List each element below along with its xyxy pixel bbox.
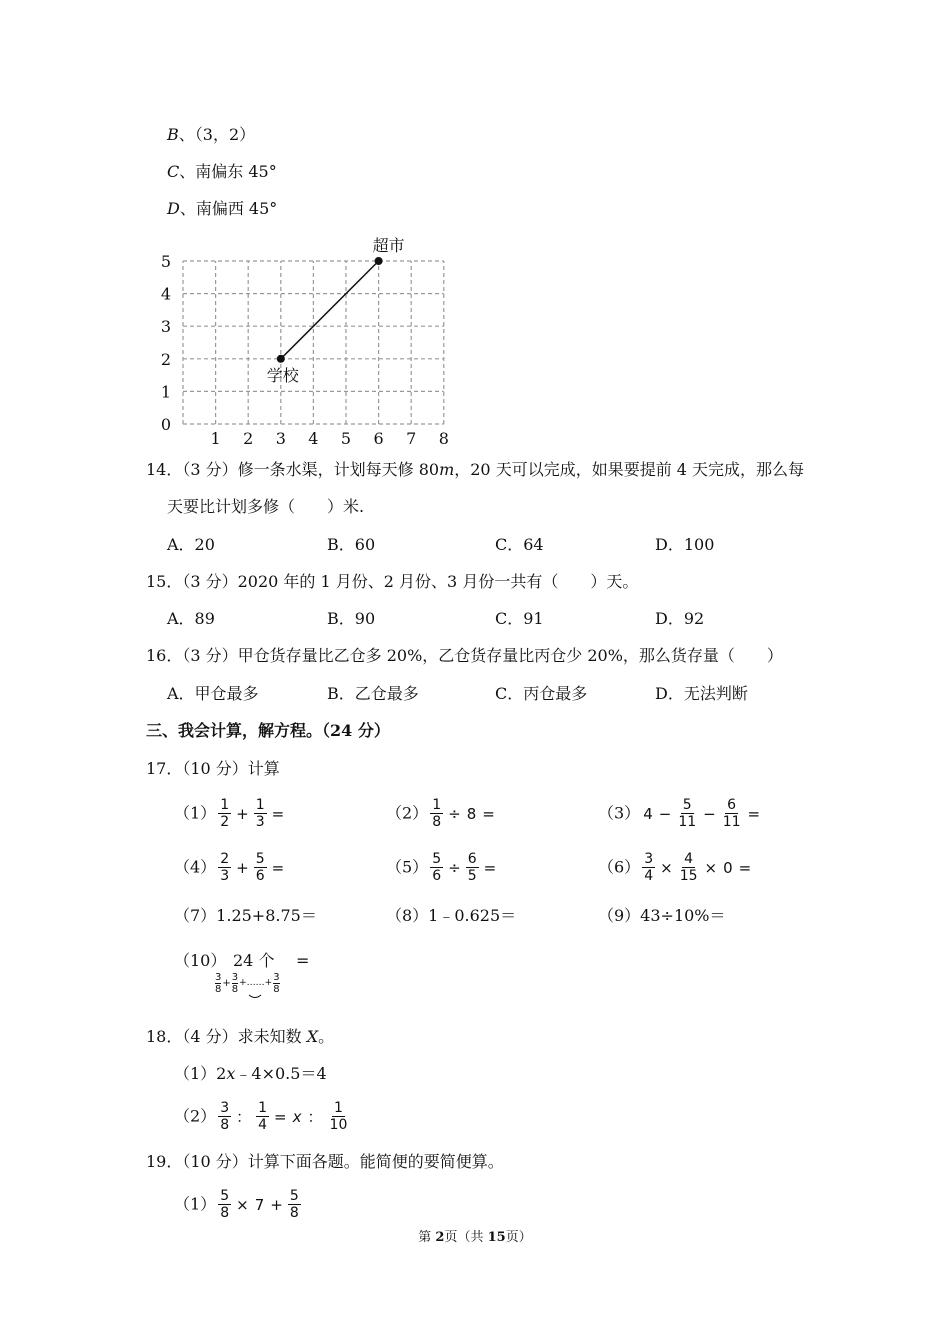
x-tick-label: 1: [210, 429, 221, 448]
fraction: $\frac{5}{8}$: [220, 1188, 230, 1221]
fraction: $\frac{1}{2}$: [220, 797, 230, 830]
fraction: $\frac{6}{5}$: [467, 851, 477, 884]
x-tick-label: 4: [308, 429, 319, 448]
q14-line2: 天要比计划多修（ ）米.: [167, 497, 365, 516]
fraction: $\frac{1}{10}$: [329, 1100, 348, 1133]
map-points: [267, 236, 405, 385]
y-tick-label: 4: [160, 284, 171, 304]
q18-part2: （2） $\frac{3}{8}$ ： $\frac{1}{4}$ = x ： $\frac{1}{10}$: [174, 1100, 348, 1133]
x-axis-ticks: [211, 429, 449, 448]
x-tick-label: 6: [373, 429, 384, 448]
x-tick-label: 2: [243, 429, 254, 448]
q14-unit: m: [439, 460, 455, 479]
part-label: （6）: [598, 857, 641, 877]
fraction: $\frac{5}{11}$: [678, 797, 697, 830]
fraction: $\frac{3}{4}$: [644, 851, 654, 884]
section-heading: 三、我会计算，解方程。（24 分）: [146, 721, 390, 740]
q15-option-b: B．90: [327, 609, 376, 628]
q17-part6: （6） $\frac{3}{4}$ × $\frac{4}{15}$ × 0 =: [598, 851, 752, 884]
q14-option-c: C．64: [495, 535, 544, 554]
x-tick-label: 5: [340, 429, 352, 448]
q16-option-c: C．丙仓最多: [495, 684, 588, 703]
option-c: [167, 162, 277, 182]
option-letter: D: [167, 199, 180, 218]
fraction: $\frac{3}{8}$: [215, 972, 222, 995]
option-d: [167, 199, 277, 219]
option-b: [167, 125, 255, 145]
x-tick-label: 7: [406, 429, 417, 448]
y-tick-label: 1: [160, 382, 171, 402]
q17-part10-count: 24 个: [233, 951, 275, 970]
fraction: $\frac{4}{15}$: [679, 851, 698, 884]
q14-text-b: ，20 天可以完成，如果要提前 4 天完成，那么每: [454, 460, 805, 479]
fraction: $\frac{3}{8}$: [220, 1100, 230, 1133]
q16-option-d: D．无法判断: [655, 684, 748, 703]
route-segment: [281, 261, 379, 359]
part-label: （1）: [174, 803, 217, 823]
fraction: $\frac{5}{8}$: [289, 1188, 299, 1221]
point-label: 超市: [372, 236, 405, 255]
q17-part7: （7）1.25+8.75＝: [174, 906, 317, 925]
point-marker: [277, 355, 285, 363]
y-tick-label: 0: [160, 415, 171, 434]
fraction: $\frac{1}{3}$: [255, 797, 265, 830]
fraction: $\frac{6}{11}$: [722, 797, 741, 830]
y-tick-label: 5: [160, 252, 171, 271]
fraction: $\frac{1}{8}$: [432, 797, 442, 830]
q15-option-c: C．91: [495, 609, 544, 628]
option-text: 、南偏东 45°: [179, 162, 277, 181]
y-axis-ticks: [161, 252, 171, 434]
q14-option-a: A．20: [167, 535, 215, 554]
q17-part10-expr: $\frac{3}{8}$ + $\frac{3}{8}$ +……+ $\frac{3}{8}$: [215, 972, 280, 995]
part-label: （4）: [174, 857, 217, 877]
point-label: 学校: [266, 365, 299, 385]
q19-title: 19．（10 分）计算下面各题。能简便的要简便算。: [146, 1152, 504, 1171]
x-tick-label: 8: [438, 429, 449, 448]
q14-option-d: D．100: [655, 535, 715, 554]
route-line: [281, 261, 379, 359]
y-tick-label: 3: [160, 317, 171, 337]
y-tick-label: 2: [160, 349, 171, 369]
part-label: （3）: [598, 803, 641, 823]
q16-option-b: B．乙仓最多: [327, 684, 419, 703]
fraction: $\frac{3}{8}$: [231, 972, 239, 995]
q17-part2: （2） $\frac{1}{8}$ ÷ 8 =: [386, 797, 495, 830]
q17-part5: （5） $\frac{5}{6}$ ÷ $\frac{6}{5}$ =: [386, 851, 497, 884]
fraction: $\frac{5}{6}$: [432, 851, 442, 884]
point-marker: [375, 257, 383, 265]
page-footer: 第 2页（共 15页）: [418, 1230, 532, 1245]
q17-title: 17．（10 分）计算: [146, 759, 280, 778]
fraction: $\frac{1}{4}$: [258, 1100, 268, 1133]
brace-icon: [248, 994, 262, 1000]
q17-part10-eq: =: [296, 951, 310, 970]
q15-text: 15．（3 分）2020 年的 1 月份、2 月份、3 月份一共有（ ）天。: [146, 572, 639, 591]
q17-part1: （1） $\frac{1}{2}$ + $\frac{1}{3}$ =: [174, 797, 285, 830]
option-text: 、（3，2）: [178, 125, 256, 144]
q18-part1: （1）2x﹣4×0.5＝4: [174, 1064, 327, 1083]
option-text: 、南偏西 45°: [179, 199, 278, 218]
part-label: （2）: [386, 803, 429, 823]
q16-text: 16．（3 分）甲仓货存量比乙仓多 20%，乙仓货存量比丙仓少 20%，那么货存量（ ）: [146, 646, 783, 665]
option-letter: B: [167, 125, 179, 144]
q15-option-a: A．89: [167, 609, 215, 628]
q16-option-a: A．甲仓最多: [167, 684, 259, 703]
fraction: $\frac{2}{3}$: [220, 851, 230, 884]
q17-part4: （4） $\frac{2}{3}$ + $\frac{5}{6}$ =: [174, 851, 285, 884]
q14-line1: [146, 460, 804, 480]
q14-text-a: 14．（3 分）修一条水渠，计划每天修 80: [146, 460, 440, 479]
q19-part1: （1） $\frac{5}{8}$ × 7 + $\frac{5}{8}$: [174, 1188, 299, 1221]
option-letter: C: [167, 162, 180, 181]
q18-title: 18．（4 分）求未知数 X。: [146, 1027, 335, 1046]
q17-part8: （8）1﹣0.625＝: [386, 906, 517, 925]
q17-part10-label: （10）: [174, 951, 227, 970]
q17-part3: （3） 4 − $\frac{5}{11}$ − $\frac{6}{11}$ =: [598, 797, 761, 830]
q14-option-b: B．60: [327, 535, 376, 554]
grid-lines: [183, 261, 444, 424]
fraction: $\frac{5}{6}$: [255, 851, 265, 884]
q15-option-d: D．92: [655, 609, 705, 628]
fraction: $\frac{3}{8}$: [273, 972, 280, 995]
part-label: （5）: [386, 857, 429, 877]
q17-part9: （9）43÷10%＝: [598, 906, 726, 925]
grid-map-chart: [150, 228, 470, 448]
x-tick-label: 3: [275, 429, 286, 448]
